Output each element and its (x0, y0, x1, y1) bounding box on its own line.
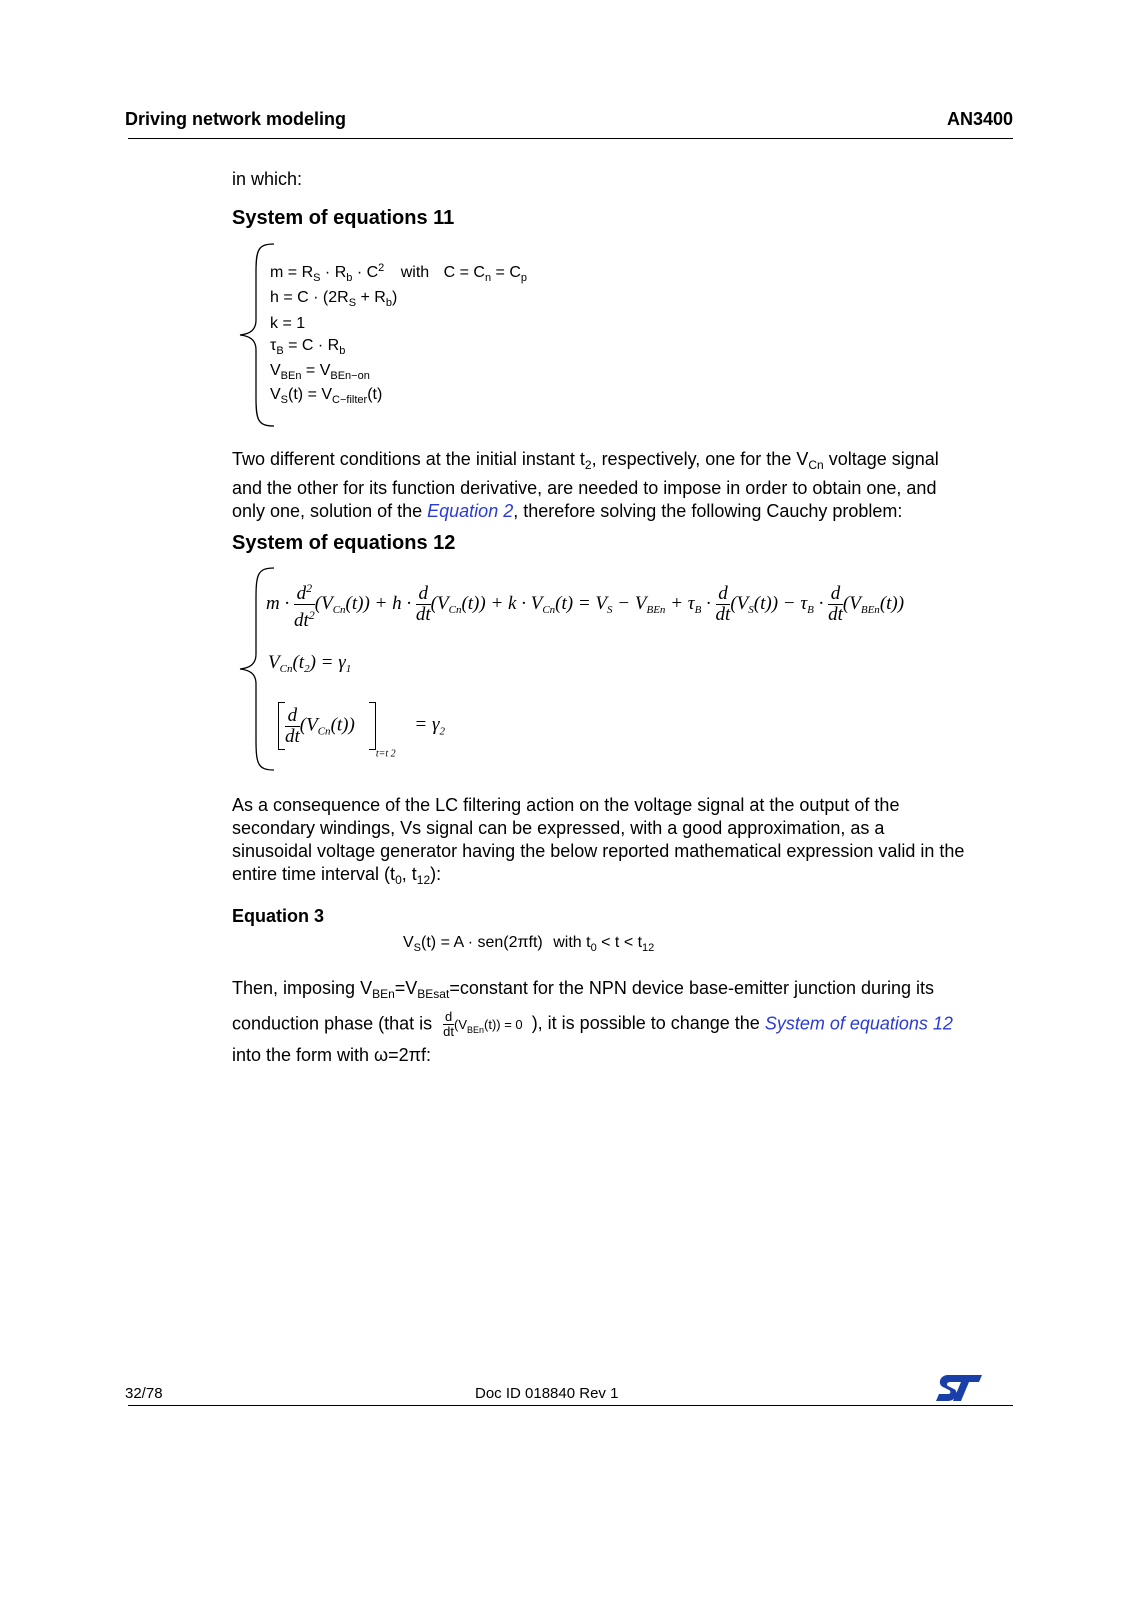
para3-line2: conduction phase (that is $\frac{d}{dt}$ $(V_{BEn}(t)) = 0$ ), it is possible to change the System of equations 12 (232, 1009, 953, 1039)
system-of-equations-12-link[interactable]: System of equations 12 (764, 1013, 953, 1034)
para2-line1: As a consequence of the LC filtering action on the voltage signal at the output of the (232, 795, 900, 815)
soe11-line-m: $m = R_S \cdot R_b \cdot C^2$ with $C = C_n = C_p$ (270, 262, 528, 284)
soe11-line-h: $h = C \cdot (2R_S + R_b)$ (270, 289, 398, 309)
para3-line1: Then, imposing $V_{BEn}=V_{BEsat}=constant$ for the NPN device base-emitter junction during its (232, 978, 935, 1001)
fraction-d-dt-1: $\frac{d}{dt}$ (415, 583, 431, 625)
st-logo (934, 1373, 984, 1403)
paragraph-initial-conditions (232, 448, 992, 523)
fraction-d-dt-2: $\frac{d}{dt}$ (715, 583, 731, 625)
para2-line2: secondary windings, Vs signal can be expressed, with a good approximation, as a (232, 818, 885, 838)
para3-line3: into the form with ω=2πf: (232, 1045, 432, 1065)
equation-2-link[interactable]: Equation 2 (427, 501, 514, 521)
fraction-d2-dt2: $\frac{d^2}{dt^2}$ (293, 581, 315, 631)
soe12-initial-value: $V_{Cn}(t_2) = \gamma_1$ (268, 652, 352, 675)
para1-line1: Two different conditions at the initial instant $t_2$, respectively, one for the $V_{Cn}$ voltage signal (232, 449, 939, 472)
soe12-initial-derivative: $\frac{d}{dt}$ $(V_{Cn}(t))_{t=t 2} = \gamma_2$ (278, 702, 445, 759)
paragraph-lc-filtering (232, 794, 1002, 892)
eq3-title: Equation 3 (232, 906, 325, 926)
soe11-title: System of equations 11 (232, 207, 455, 229)
footer-doc-id: Doc ID 018840 Rev 1 (475, 1385, 619, 1402)
para1-line2: and the other for its function derivative, are needed to impose in order to obtain one, and (232, 478, 937, 498)
soe12-ode: m · $\frac{d^2}{dt^2}$ $(V_{Cn}(t)) + h$ · $\frac{d}{dt}$ $(V_{Cn}(t)) + k \cdot V_{Cn}(t) = V_S - V_{BEn} + \tau_B$ · $\frac{d}{dt}$ $(V_S(t)) - \tau_B$ · $\frac{d}{dt}$ $(V_{BEn}(t))$ (266, 578, 904, 631)
intro-text: in which: (232, 169, 303, 189)
header-rule (128, 138, 1013, 139)
header-doc-code: AN3400 (946, 109, 1013, 129)
fraction-d-dt-4: $\frac{d}{dt}$ (285, 704, 300, 747)
eq3-formula: $V_S(t) = A \cdot sen(2\pi ft)$ with $t_0 < t < t_{12}$ (403, 934, 655, 954)
soe11-line-tau: $\tau_B = C \cdot R_b$ (270, 337, 346, 357)
para2-line3: sinusoidal voltage generator having the below reported mathematical expression valid in the (232, 841, 965, 861)
fraction-d-dt-inline: $\frac{d}{dt}$ (443, 1009, 454, 1039)
header-section-title: Driving network modeling (125, 109, 347, 129)
para1-line3: only one, solution of the Equation 2, therefore solving the following Cauchy problem: (232, 501, 903, 521)
para2-line4: entire time interval ($t_0$, $t_{12}$): (232, 864, 442, 887)
fraction-d-dt-3: $\frac{d}{dt}$ (828, 583, 843, 625)
soe11-line-k: k = 1 (270, 315, 306, 332)
soe11-line-vben: $V_{BEn} = V_{BEn-on}$ (270, 362, 370, 382)
footer-page-number: 32/78 (125, 1385, 163, 1402)
soe11-line-vs: $V_S(t) = V_{C-filter}(t)$ (270, 386, 383, 406)
footer-rule (128, 1405, 1013, 1406)
soe12-title: System of equations 12 (232, 532, 456, 554)
